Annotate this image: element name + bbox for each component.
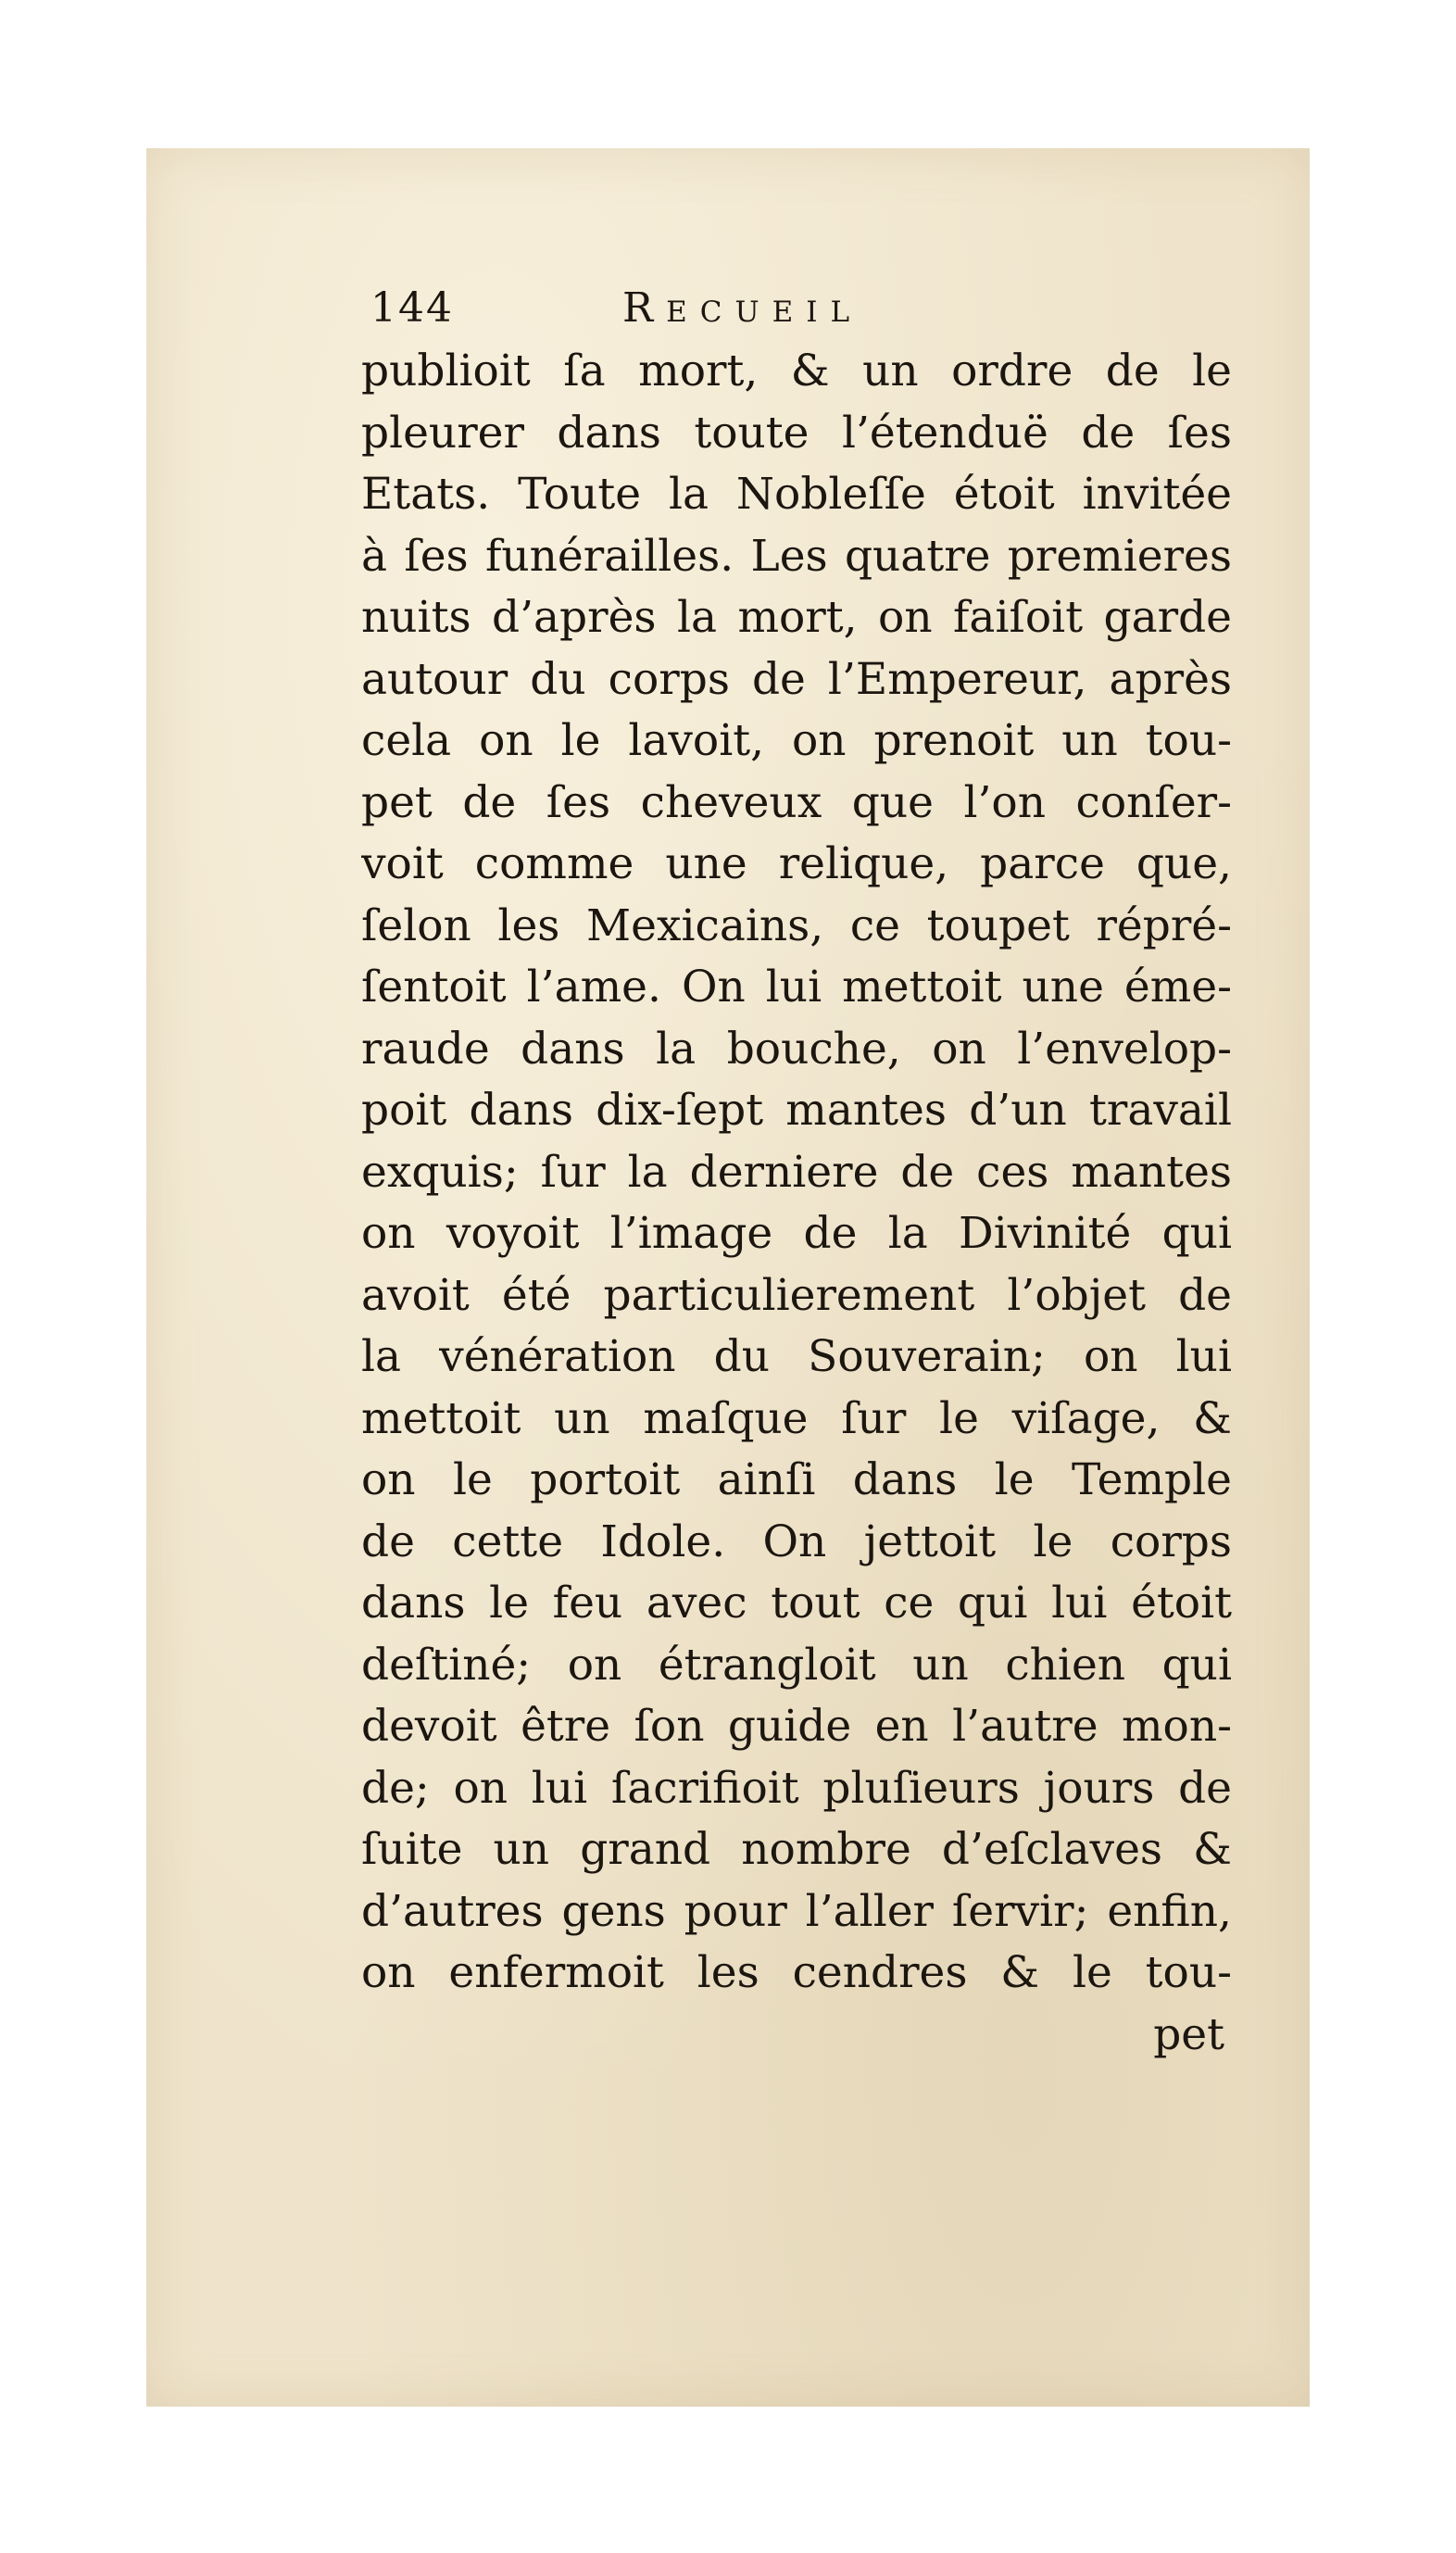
text-line: cela on le lavoit, on prenoit un tou- [361,715,1232,766]
text-line: ſuite un grand nombre d’eſclaves & [361,1824,1232,1875]
text-line: Etats. Toute la Nobleſſe étoit invitée [361,469,1232,520]
text-line: on voyoit l’image de la Divinité qui [361,1208,1232,1259]
page-number: 144 [370,284,454,332]
text-line: ſelon les Mexicains, ce toupet répré- [361,899,1232,951]
text-line: pleurer dans toute l’étenduë de ſes [361,407,1232,459]
text-line: deſtiné; on étrangloit un chien qui [361,1639,1232,1691]
text-line: voit comme une relique, parce que, [361,838,1232,889]
text-line: de cette Idole. On jettoit le corps [361,1515,1232,1567]
text-line: ſentoit l’ame. On lui mettoit une éme- [361,962,1232,1012]
text-line: de; on lui ſacrifioit pluſieurs jours de [361,1762,1232,1814]
text-line: la vénération du Souverain; on lui [361,1331,1232,1382]
text-line: dans le feu avec tout ce qui lui étoit [361,1578,1232,1629]
text-line: pet de ſes cheveux que l’on conſer- [361,776,1232,828]
text-line: on enfermoit les cendres & le tou- [361,1947,1232,1998]
catchword: pet [1153,2008,1224,2060]
text-block [361,276,1232,2066]
page-header [361,276,1232,341]
text-line: nuits d’après la mort, on faiſoit garde [361,592,1232,643]
text-line: raude dans la bouche, on l’envelop- [361,1023,1232,1075]
text-line: à ſes funérailles. Les quatre premieres [361,530,1232,582]
text-line: mettoit un maſque ſur le viſage, & [361,1392,1232,1444]
text-line: publioit ſa mort, & un ordre de le [361,346,1232,396]
running-title: Recueil [622,284,863,332]
text-line: avoit été particulierement l’objet de [361,1269,1232,1321]
text-line: exquis; ſur la derniere de ces mantes [361,1146,1232,1198]
text-line: autour du corps de l’Empereur, après [361,653,1232,705]
text-line: devoit être ſon guide en l’autre mon- [361,1701,1232,1752]
text-line: d’autres gens pour l’aller ſervir; enfin, [361,1885,1232,1937]
text-line: on le portoit ainſi dans le Temple [361,1454,1232,1505]
text-line: poit dans dix-ſept mantes d’un travail [361,1085,1232,1136]
body-text [361,341,1232,2005]
